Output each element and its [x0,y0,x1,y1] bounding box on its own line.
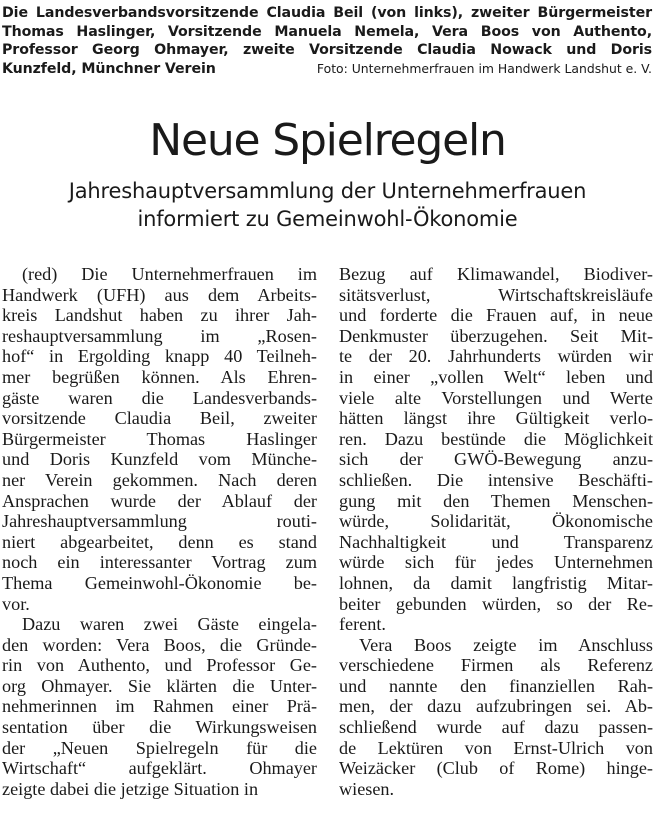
text-line: lohnen, da damit langfristig Mitar- [339,572,653,593]
right-paragraph-2 [339,635,653,800]
article-column-left [2,264,317,799]
text-line: hätten längst ihre Gültigkeit verlo- [339,408,653,429]
text-line: hof“ in Ergolding knapp 40 Teilneh- [2,346,317,367]
text-line: men, der dazu aufzubringen sei. Ab- [339,696,653,717]
text-line: in einer „vollen Welt“ leben und [339,366,653,387]
text-line: org Ohmayer. Sie klärten die Unter- [2,675,317,696]
text-line: schließend wurde auf dazu passen- [339,717,653,738]
text-line: verschiedene Firmen als Referenz [339,655,653,676]
article-headline: Neue Spielregeln [149,115,506,166]
text-line: reshauptversammlung im „Rosen- [2,325,317,346]
text-line: ren. Dazu bestünde die Möglichkeit [339,428,653,449]
text-line: Nachhaltigkeit und Transparenz [339,531,653,552]
text-line: und forderte die Frauen auf, in neue [339,305,653,326]
text-line: te der 20. Jahrhunderts würden wir [339,346,653,367]
text-line: gung mit den Themen Menschen- [339,490,653,511]
text-line: vorsitzende Claudia Beil, zweiter [2,408,317,429]
left-paragraph-2 [2,614,317,799]
text-line: vor. [2,593,30,614]
text-line: Bezug auf Klimawandel, Biodiver- [339,264,653,284]
text-line: Handwerk (UFH) aus dem Arbeits- [2,284,317,305]
text-line: Dazu waren zwei Gäste eingela- [22,614,317,635]
text-line: sitätsverlust, Wirtschaftskreisläufe [339,284,653,305]
text-line: noch ein interessanter Vortrag zum [2,552,317,573]
text-line: kreis Landshut haben zu ihrer Jah- [2,305,317,326]
text-line: Denkmuster überzugehen. Seit Mit- [339,325,653,346]
right-paragraph-1 [339,264,653,635]
text-line: würde, Solidarität, Ökonomische [339,511,653,532]
text-line: zeigte dabei die jetzige Situation in [2,778,259,799]
text-line: Vera Boos zeigte im Anschluss [359,634,653,655]
text-line: Thema Gemeinwohl-Ökonomie be- [2,572,317,593]
text-line: de Lektüren von Ernst-Ulrich von [339,737,653,758]
text-line: und nannte den finanziellen Rah- [339,675,653,696]
subheadline-line-1: Jahreshauptversammlung der Unternehmerfrauen [68,179,587,203]
text-line: den worden: Vera Boos, die Gründe- [2,634,317,655]
text-line: schließen. Die intensive Beschäfti- [339,469,653,490]
article-subheadline [0,177,655,233]
text-line: Bürgermeister Thomas Haslinger [2,428,317,449]
text-line: der „Neuen Spielregeln für die [2,737,317,758]
text-line: Weizäcker (Club of Rome) hinge- [339,758,653,779]
text-line: Ansprachen wurde der Ablauf der [2,490,317,511]
text-line: Wirtschaft“ aufgeklärt. Ohmayer [2,758,317,779]
article-column-right [339,264,653,799]
text-line: wiesen. [339,778,395,799]
text-line: sich der GWÖ-Bewegung anzu- [339,449,653,470]
text-line: mer begrüßen können. Als Ehren- [2,366,317,387]
photo-caption [2,4,652,78]
text-line: ferent. [339,614,386,635]
left-paragraph-1 [2,264,317,614]
text-line: rin von Authento, und Professor Ge- [2,655,317,676]
text-line: beiter gebunden würden, so der Re- [339,593,653,614]
text-line: nehmerinnen im Rahmen einer Prä- [2,696,317,717]
text-line: (red) Die Unternehmerfrauen im [22,264,317,284]
caption-text: Die Landesverbandsvorsitzende Claudia Beil (von links), zweiter Bürgermeister Thomas Haslinger, Vorsitzende Manuela Nemela, Vera Boos von Authento, Professor Georg Ohmayer, zweite Vorsitzende Claudia Nowack und Doris Kunzfeld, Münchner Verein [2,5,652,77]
text-line: gäste waren die Landesverbands- [2,387,317,408]
subheadline-line-2: informiert zu Gemeinwohl-Ökonomie [137,207,518,231]
text-line: würde sich für jedes Unternehmen [339,552,653,573]
text-line: sentation über die Wirkungsweisen [2,717,317,738]
text-line: viele alte Vorstellungen und Werte [339,387,653,408]
text-line: niert abgearbeitet, denn es stand [2,531,317,552]
text-line: und Doris Kunzfeld vom Münche- [2,449,317,470]
photo-credit: Foto: Unternehmerfrauen im Handwerk Landshut e. V. [316,60,652,76]
text-line: ner Verein gekommen. Nach deren [2,469,317,490]
text-line: Jahreshauptversammlung routi- [2,511,317,532]
